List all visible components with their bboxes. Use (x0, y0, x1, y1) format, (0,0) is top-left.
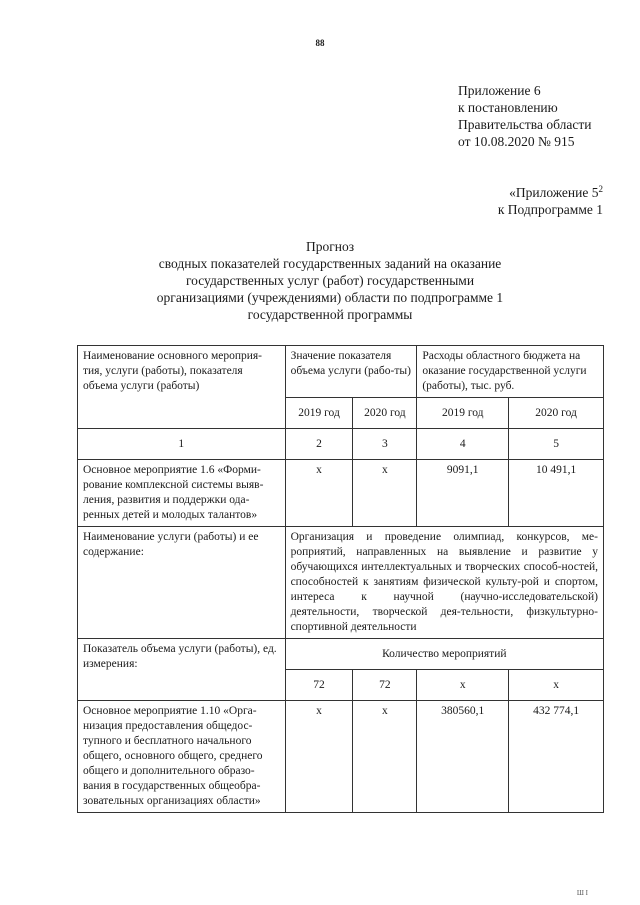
service-description-cell: Организация и проведение олимпиад, конкурсов, ме-роприятий, направленных на выявление и развитие у обучающихся интеллектуальных и творческих способ-ностей, способностей к занятиям физической культу-рой и спортом, интереса к научной (научно-исследовательской) деятельности, творческой дея-тельности, физкультурно-спортивной деятельности (285, 527, 603, 639)
appendix-subprogram-line: к Подпрограмме 1 (497, 202, 603, 217)
year-cell: 2019 год (285, 398, 353, 429)
expense-cell: 9091,1 (417, 460, 509, 527)
column-number-cell: 5 (509, 429, 604, 460)
expense-cell: 432 774,1 (509, 701, 604, 813)
value-cell: 72 (353, 670, 417, 701)
appendix-line: от 10.08.2020 № 915 (458, 134, 575, 149)
document-title (100, 238, 560, 323)
title-line: государственной программы (247, 307, 413, 322)
expense-cell: 380560,1 (417, 701, 509, 813)
appendix-subprogram-sup: 2 (598, 184, 603, 194)
footer-mark: Ш I (576, 889, 588, 897)
service-label-cell: Наименование услуги (работы) и ее содержание: (78, 527, 286, 639)
measure-name-cell: Основное мероприятие 1.10 «Орга-низация предоставления общедос-тупного и бесплатного начального общего, основного общего, среднего общего и дополнительного образо-вания в государственных общеобра-зовательных организациях области» (78, 701, 286, 813)
appendix-block (458, 82, 591, 150)
appendix-subprogram-line (498, 184, 603, 201)
value-cell: 72 (285, 670, 353, 701)
column-number-cell: 4 (417, 429, 509, 460)
appendix-subprogram-main: «Приложение 5 (509, 185, 599, 200)
value-cell: х (353, 460, 417, 527)
page-number: 88 (315, 38, 325, 48)
expense-cell: х (417, 670, 509, 701)
title-line: государственных услуг (работ) государственными (185, 273, 475, 288)
title-line: организациями (учреждениями) области по подпрограмме 1 (156, 290, 504, 305)
indicator-unit-cell: Количество мероприятий (285, 639, 603, 670)
year-cell: 2020 год (509, 398, 604, 429)
appendix-subprogram-block (498, 184, 603, 218)
table-row-measure-1-10 (78, 701, 604, 813)
year-cell: 2019 год (417, 398, 509, 429)
header-name-cell: Наименование основного мероприя-тия, услуги (работы), показателя объема услуги (работы) (78, 346, 286, 429)
expense-cell: х (509, 670, 604, 701)
forecast-table (77, 345, 604, 813)
column-number-cell: 1 (78, 429, 286, 460)
column-number-cell: 2 (285, 429, 353, 460)
value-cell: х (285, 701, 353, 813)
table-number-row (78, 429, 604, 460)
title-line: сводных показателей государственных заданий на оказание (158, 256, 502, 271)
measure-name-cell: Основное мероприятие 1.6 «Форми-рование комплексной системы выяв-ления, развития и поддержки ода-ренных детей и молодых талантов» (78, 460, 286, 527)
table-header-row (78, 346, 604, 398)
appendix-line: Правительства области (458, 117, 592, 132)
value-cell: х (285, 460, 353, 527)
appendix-line: к постановлению (458, 100, 558, 115)
table-row-service (78, 527, 604, 639)
header-expense-cell: Расходы областного бюджета на оказание государственной услуги (работы), тыс. руб. (417, 346, 604, 398)
header-value-cell: Значение показателя объема услуги (рабо-ты) (285, 346, 417, 398)
expense-cell: 10 491,1 (509, 460, 604, 527)
indicator-label-cell: Показатель объема услуги (работы), ед. измерения: (78, 639, 286, 701)
appendix-line: Приложение 6 (458, 83, 541, 98)
column-number-cell: 3 (353, 429, 417, 460)
table-row-measure-1-6 (78, 460, 604, 527)
year-cell: 2020 год (353, 398, 417, 429)
table-row-indicator (78, 639, 604, 670)
title-line: Прогноз (305, 239, 355, 254)
value-cell: х (353, 701, 417, 813)
